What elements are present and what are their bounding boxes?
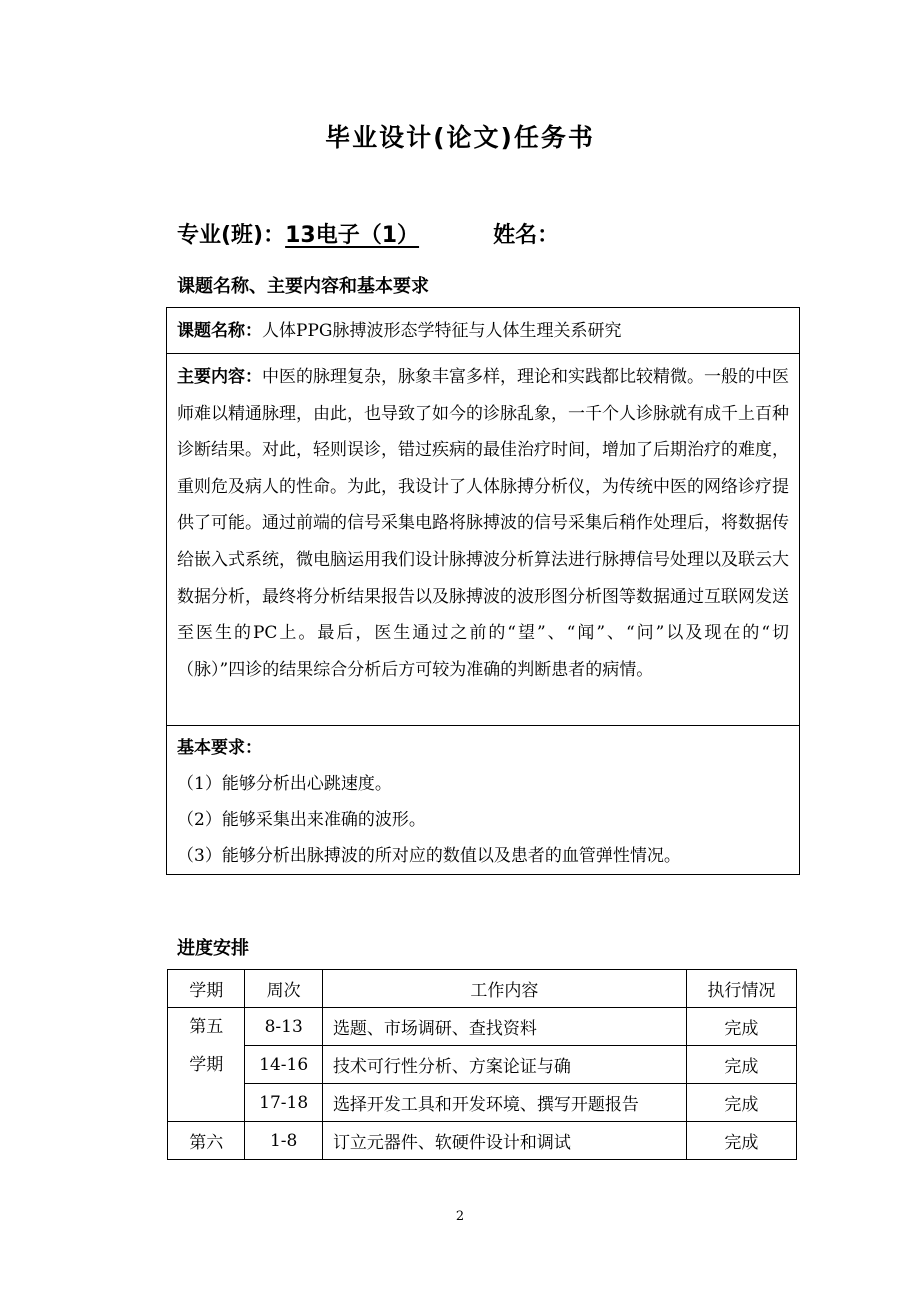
work-cell: 选题、市场调研、查找资料: [322, 1008, 686, 1046]
table-row: [168, 1084, 797, 1122]
work-cell: 技术可行性分析、方案论证与确: [322, 1046, 686, 1084]
status-cell: 完成: [686, 1122, 796, 1160]
weeks-cell: 14-16: [245, 1046, 323, 1084]
schedule-table: [167, 969, 797, 1160]
header-status: 执行情况: [686, 970, 796, 1008]
weeks-cell: 1-8: [245, 1122, 323, 1160]
work-cell: 订立元器件、软硬件设计和调试: [322, 1122, 686, 1160]
section-title: 课题名称、主要内容和基本要求: [177, 276, 429, 297]
requirements-row: [167, 726, 799, 874]
header-work: 工作内容: [322, 970, 686, 1008]
requirement-item: （2）能够采集出来准确的波形。: [177, 810, 426, 830]
requirements-label: 基本要求：: [177, 738, 262, 758]
main-content-label: 主要内容：: [177, 367, 262, 387]
header-term: 学期: [168, 970, 245, 1008]
table-row: [168, 1122, 797, 1160]
major-label: 专业(班)：: [177, 223, 286, 248]
status-cell: 完成: [686, 1046, 796, 1084]
task-content-box: [166, 307, 800, 875]
topic-value: 人体PPG脉搏波形态学特征与人体生理关系研究: [262, 321, 622, 341]
main-content-row: [167, 354, 799, 726]
main-content-text: 中医的脉理复杂，脉象丰富多样，理论和实践都比较精微。一般的中医师难以精通脉理，由此，也导致了如今的诊脉乱象，一千个人诊脉就有成千上百种诊断结果。对此，轻则误诊，错过疾病的最佳治疗时间，增加了后期治疗的难度，重则危及病人的性命。为此，我设计了人体脉搏分析仪，为传统中医的网络诊疗提供了可能。通过前端的信号采集电路将脉搏波的信号采集后稍作处理后，将数据传给嵌入式系统，微电脑运用我们设计脉搏波分析算法进行脉搏信号处理以及联云大数据分析，最终将分析结果报告以及脉搏波的波形图分析图等数据通过互联网发送至医生的PC上。最后，医生通过之前的“望”、“闻”、“问”以及现在的“切（脉）”四诊的结果综合分析后方可较为准确的判断患者的病情。: [177, 367, 789, 680]
student-info-line: [177, 218, 559, 249]
term-five-cell: [168, 1008, 245, 1122]
weeks-cell: 17-18: [245, 1084, 323, 1122]
requirement-item: （3）能够分析出脉搏波的所对应的数值以及患者的血管弹性情况。: [177, 846, 681, 866]
page-number: 2: [455, 1209, 465, 1224]
table-row: [168, 1046, 797, 1084]
requirement-item: （1）能够分析出心跳速度。: [177, 774, 392, 794]
work-cell: 选择开发工具和开发环境、撰写开题报告: [322, 1084, 686, 1122]
name-label: 姓名：: [493, 223, 560, 248]
schedule-title: 进度安排: [177, 938, 249, 959]
table-header-row: [168, 970, 797, 1008]
status-cell: 完成: [686, 1084, 796, 1122]
document-title: 毕业设计(论文)任务书: [325, 123, 595, 152]
major-value: 13电子（1）: [285, 223, 420, 248]
topic-label: 课题名称：: [177, 321, 262, 341]
term-six-cell: 第六: [168, 1122, 245, 1160]
header-weeks: 周次: [245, 970, 323, 1008]
table-row: [168, 1008, 797, 1046]
topic-row: [167, 308, 799, 354]
status-cell: 完成: [686, 1008, 796, 1046]
term-five-line2: 学期: [189, 1055, 224, 1075]
weeks-cell: 8-13: [245, 1008, 323, 1046]
term-five-line1: 第五: [189, 1017, 224, 1037]
